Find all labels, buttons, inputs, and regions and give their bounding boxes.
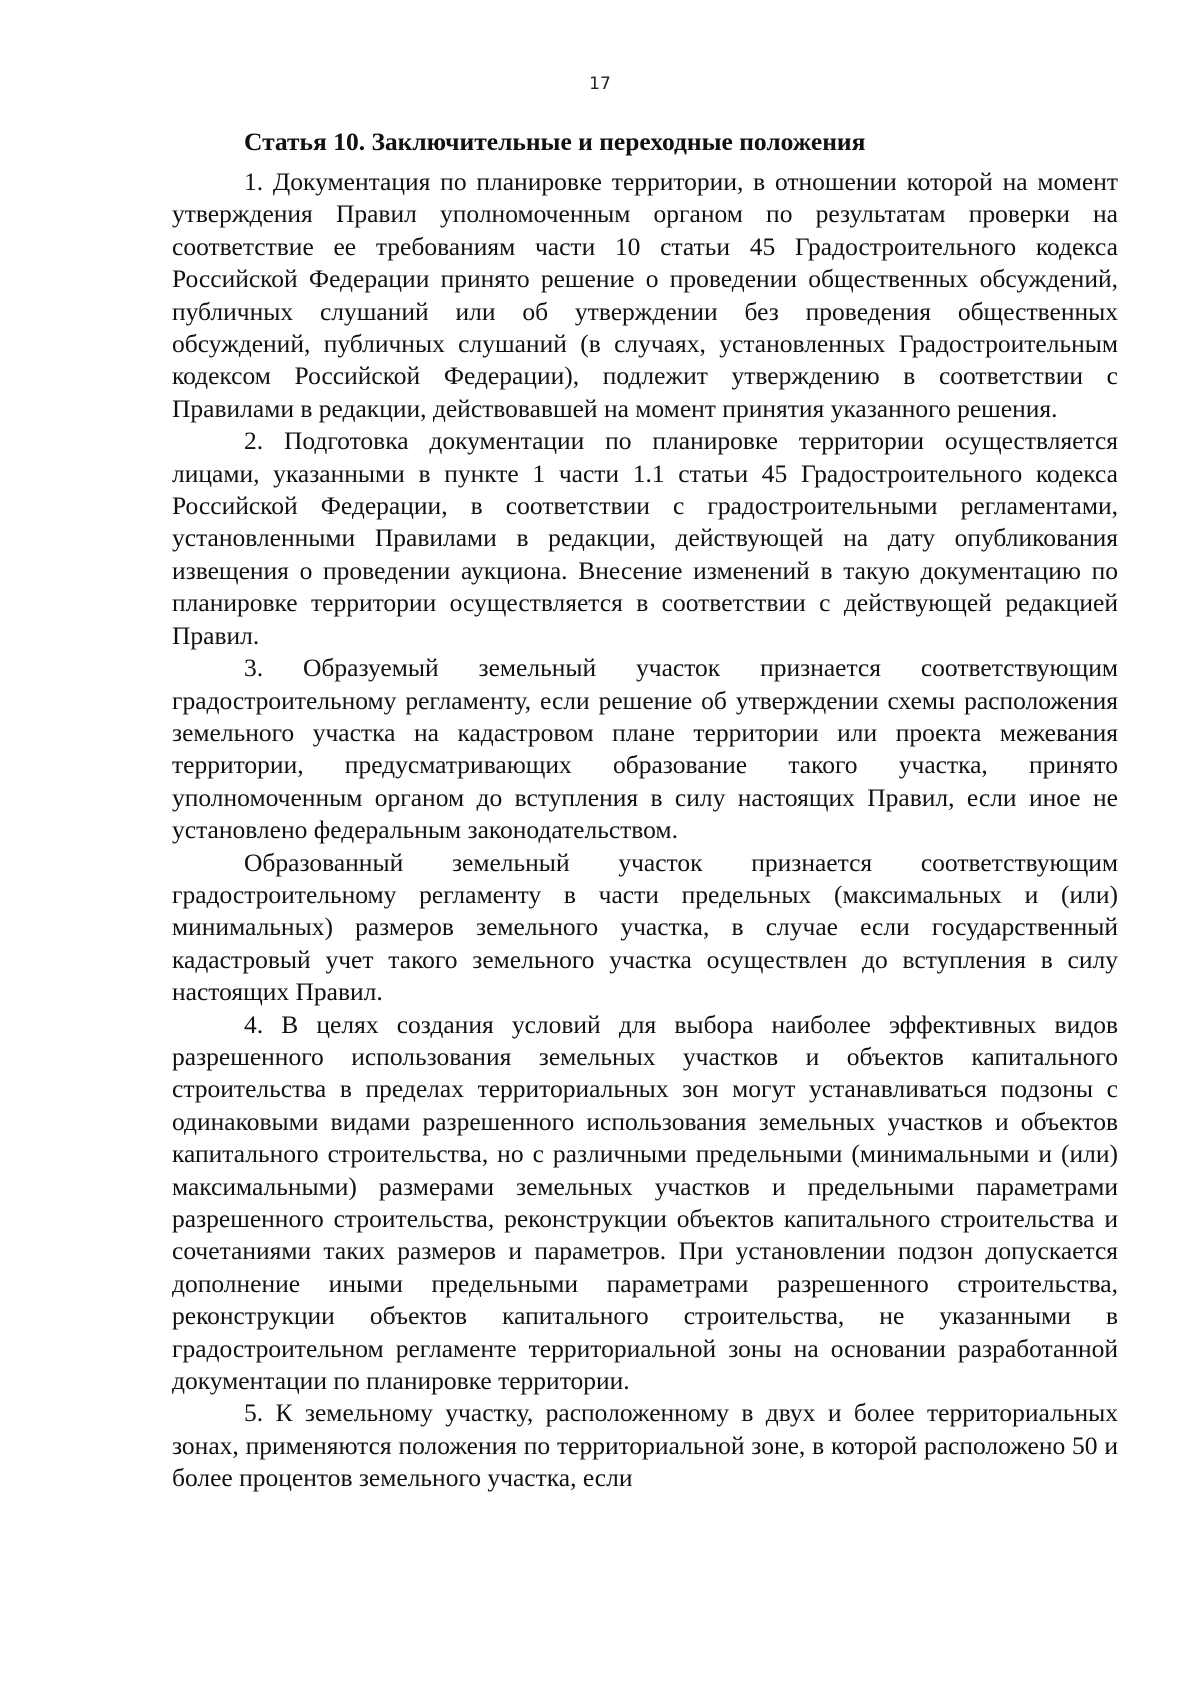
page-number: 17	[589, 74, 611, 94]
document-body	[172, 118, 1118, 1495]
paragraph-4: 4. В целях создания условий для выбора наиболее эффективных видов разрешенного использования земельных участков и объектов капитального строительства в пределах территориальных зон могут устанавливаться подзоны с одинаковыми видами разрешенного использования земельных участков и объектов капитального строительства, но с различными предельными (минимальными и (или) максимальными) размерами земельных участков и предельными параметрами разрешенного строительства, реконструкции объектов капитального строительства и сочетаниями таких размеров и параметров. При установлении подзон допускается дополнение иными предельными параметрами разрешенного строительства, реконструкции объектов капитального строительства, не указанными в градостроительном регламенте территориальной зоны на основании разработанной документации по планировке территории.	[172, 1009, 1118, 1396]
paragraph-3-continued: Образованный земельный участок признается соответствующим градостроительному регламенту в части предельных (максимальных и (или) минимальных) размеров земельного участка, в случае если государственный кадастровый учет такого земельного участка осуществлен до вступления в силу настоящих Правил.	[172, 847, 1118, 1007]
paragraph-5: 5. К земельному участку, расположенному в двух и более территориальных зонах, применяются положения по территориальной зоне, в которой расположено 50 и более процентов земельного участка, если	[172, 1398, 1118, 1493]
paragraph-1: 1. Документация по планировке территории, в отношении которой на момент утверждения Правил уполномоченным органом по результатам проверки на соответствие ее требованиям части 10 статьи 45 Градостроительного кодекса Российской Федерации принято решение о проведении общественных обсуждений, публичных слушаний или об утверждении без проведения общественных обсуждений, публичных слушаний (в случаях, установленных Градостроительным кодексом Российской Федерации), подлежит утверждению в соответствии с Правилами в редакции, действовавшей на момент принятия указанного решения.	[172, 167, 1118, 423]
paragraph-3: 3. Образуемый земельный участок признается соответствующим градостроительному регламенту, если решение об утверждении схемы расположения земельного участка на кадастровом плане территории или проекта межевания территории, предусматривающих образование такого участка, принято уполномоченным органом до вступления в силу настоящих Правил, если иное не установлено федеральным законодательством.	[172, 653, 1118, 845]
article-heading: Статья 10. Заключительные и переходные положения	[244, 127, 866, 156]
paragraph-2: 2. Подготовка документации по планировке территории осуществляется лицами, указанными в пункте 1 части 1.1 статьи 45 Градостроительного кодекса Российской Федерации, в соответствии с градостроительными регламентами, установленными Правилами в редакции, действующей на дату опубликования извещения о проведении аукциона. Внесение изменений в такую документацию по планировке территории осуществляется в соответствии с действующей редакцией Правил.	[172, 426, 1118, 650]
